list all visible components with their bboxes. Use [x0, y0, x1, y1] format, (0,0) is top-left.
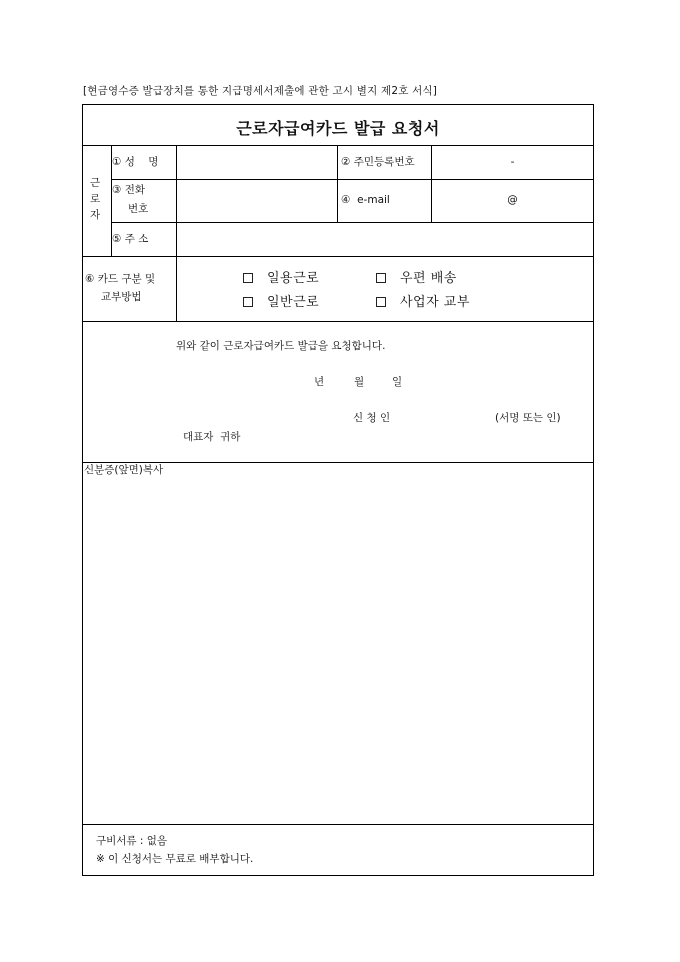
checkbox-icon[interactable] — [376, 297, 386, 307]
date-day: 일 — [392, 376, 403, 388]
recipient-line: 대표자 귀하 — [183, 431, 241, 443]
phone-label-line1: ③ 전화 — [112, 184, 146, 196]
address-label: ⑤ 주 소 — [112, 233, 149, 245]
name-field[interactable] — [177, 146, 336, 179]
required-docs-note: 구비서류 : 없음 — [96, 835, 168, 847]
id-copy-area[interactable] — [84, 479, 592, 823]
divider — [83, 321, 593, 322]
worker-label-char: 로 — [90, 193, 101, 205]
option-mail-delivery[interactable]: 우편 배송 — [376, 267, 457, 286]
checkbox-icon[interactable] — [376, 273, 386, 283]
date-month: 월 — [354, 376, 365, 388]
divider — [337, 145, 338, 222]
divider — [176, 256, 177, 321]
worker-label-char: 근 — [90, 177, 101, 189]
resident-no-field[interactable]: - — [510, 156, 515, 168]
option-employer-delivery[interactable]: 사업자 교부 — [376, 291, 470, 310]
email-field[interactable]: @ — [507, 194, 518, 206]
resident-no-label: ② 주민등록번호 — [341, 156, 415, 168]
phone-label-line2: 번호 — [128, 203, 149, 215]
option-regular-worker[interactable]: 일반근로 — [243, 291, 319, 310]
applicant-label: 신 청 인 — [353, 412, 391, 424]
application-form — [82, 104, 594, 876]
free-distribution-note: ※ 이 신청서는 무료로 배부합니다. — [96, 853, 254, 865]
form-title: 근로자급여카드 발급 요청서 — [236, 119, 440, 138]
date-year: 년 — [314, 376, 325, 388]
address-field[interactable] — [177, 223, 592, 256]
card-type-label-line1: ⑥ 카드 구분 및 — [85, 273, 156, 285]
divider — [83, 824, 593, 825]
request-statement: 위와 같이 근로자급여카드 발급을 요청합니다. — [176, 340, 386, 352]
phone-field[interactable] — [177, 180, 336, 222]
option-daily-worker[interactable]: 일용근로 — [243, 267, 319, 286]
signature-note: (서명 또는 인) — [495, 412, 561, 424]
checkbox-icon[interactable] — [243, 273, 253, 283]
name-label: ① 성 명 — [112, 156, 159, 168]
divider — [83, 145, 593, 146]
email-label: ④ e-mail — [341, 194, 390, 206]
worker-label-char: 자 — [90, 209, 101, 221]
form-header-note: [현금영수증 발급장치를 통한 지급명세서제출에 관한 고시 별지 제2호 서식] — [83, 85, 438, 97]
divider — [83, 256, 593, 257]
id-copy-label: 신분증(앞면)복사 — [84, 464, 164, 476]
card-type-label-line2: 교부방법 — [101, 291, 142, 303]
checkbox-icon[interactable] — [243, 297, 253, 307]
